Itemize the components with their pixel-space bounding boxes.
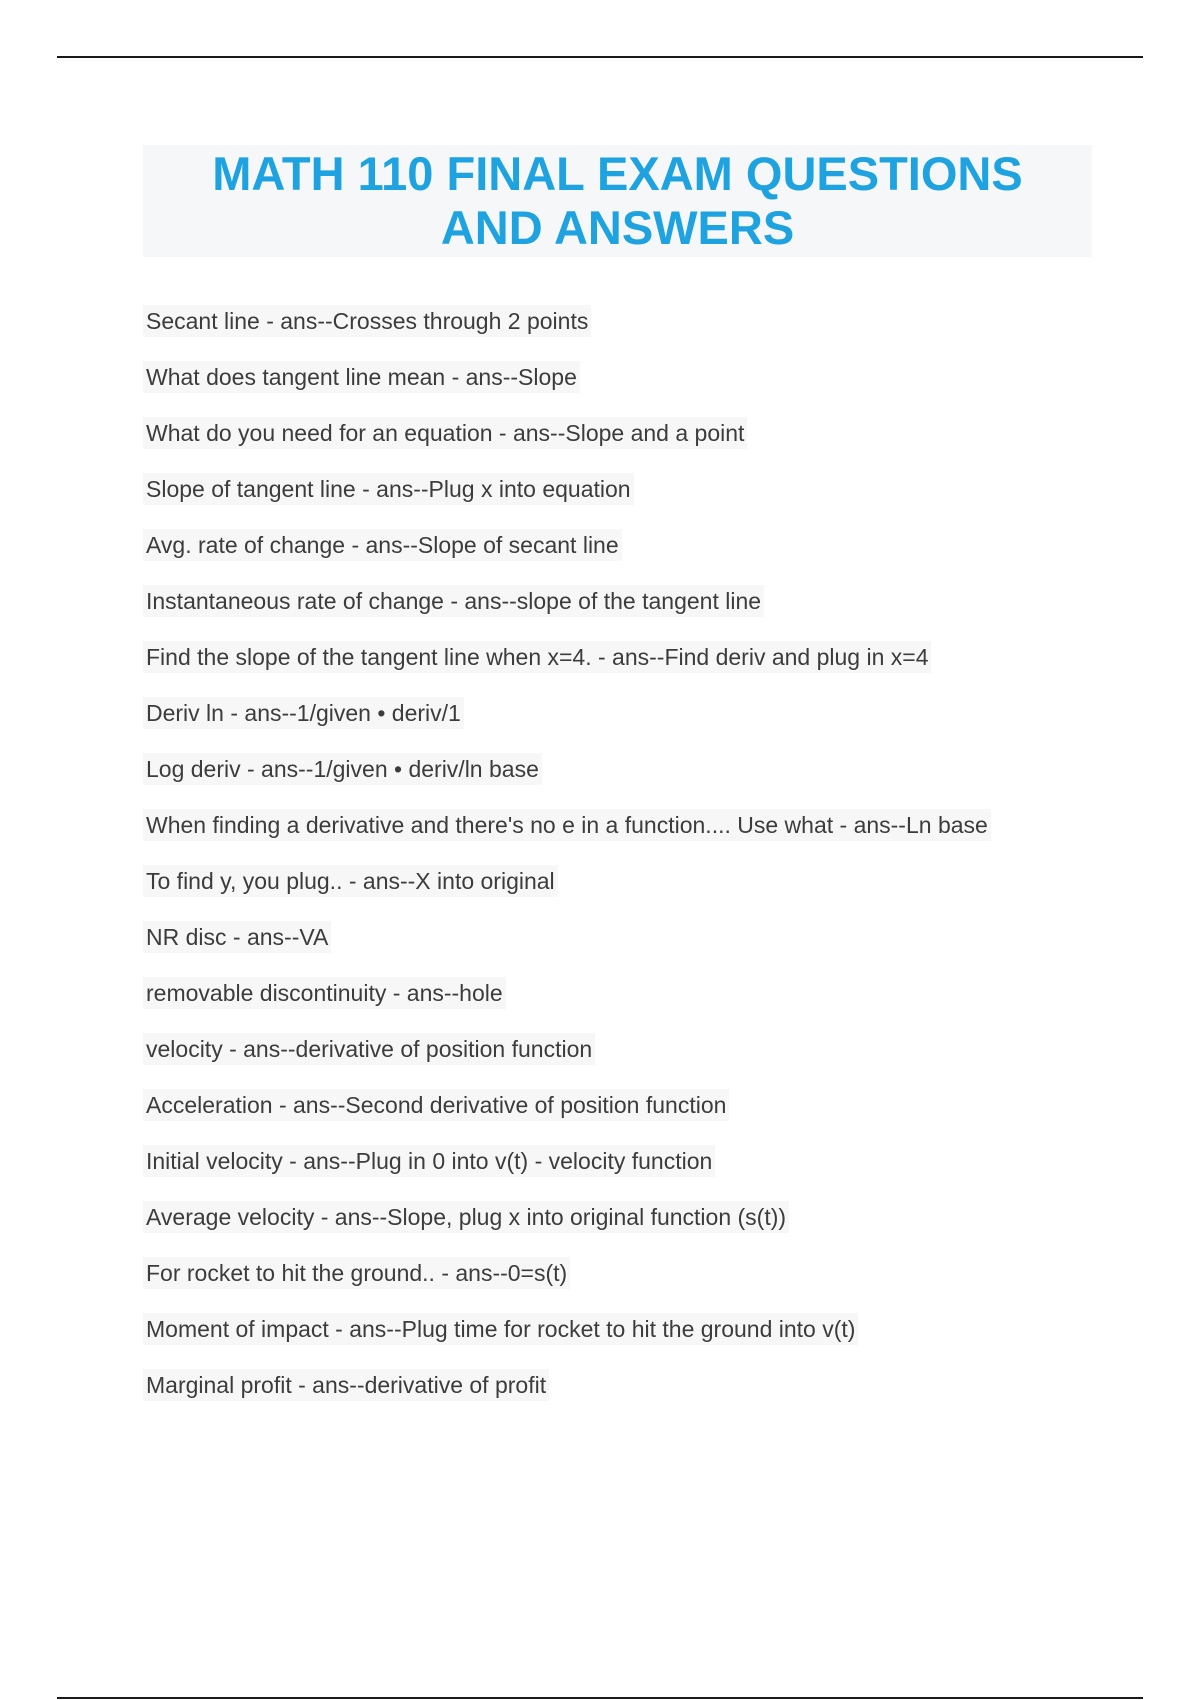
top-rule (57, 56, 1143, 58)
qa-item (143, 473, 1143, 529)
qa-item (143, 921, 1143, 977)
title-banner (143, 145, 1092, 257)
qa-text: To find y, you plug.. - ans--X into original (143, 865, 558, 897)
qa-text: Initial velocity - ans--Plug in 0 into v(t) - velocity function (143, 1145, 715, 1177)
qa-text: velocity - ans--derivative of position function (143, 1033, 595, 1065)
bottom-rule (57, 1697, 1143, 1699)
qa-item (143, 1145, 1143, 1201)
qa-text: removable discontinuity - ans--hole (143, 977, 506, 1009)
qa-text: Acceleration - ans--Second derivative of position function (143, 1089, 729, 1121)
qa-item (143, 1369, 1143, 1425)
qa-item (143, 977, 1143, 1033)
qa-text: Secant line - ans--Crosses through 2 points (143, 305, 591, 337)
qa-item (143, 417, 1143, 473)
qa-item (143, 529, 1143, 585)
qa-text: Deriv ln - ans--1/given • deriv/1 (143, 697, 464, 729)
qa-item (143, 641, 1143, 697)
qa-item (143, 753, 1143, 809)
qa-item (143, 361, 1143, 417)
qa-item (143, 697, 1143, 753)
qa-text: Avg. rate of change - ans--Slope of secant line (143, 529, 622, 561)
qa-list (143, 305, 1143, 1425)
qa-text: Moment of impact - ans--Plug time for rocket to hit the ground into v(t) (143, 1313, 858, 1345)
qa-item (143, 1201, 1143, 1257)
qa-text: Marginal profit - ans--derivative of profit (143, 1369, 549, 1401)
qa-item (143, 1257, 1143, 1313)
qa-item (143, 809, 1143, 865)
qa-item (143, 305, 1143, 361)
qa-text: For rocket to hit the ground.. - ans--0=s(t) (143, 1257, 570, 1289)
qa-item (143, 1313, 1143, 1369)
qa-text: Find the slope of the tangent line when x=4. - ans--Find deriv and plug in x=4 (143, 641, 931, 673)
qa-item (143, 585, 1143, 641)
document-title-line-1: MATH 110 FINAL EXAM QUESTIONS (212, 147, 1023, 200)
qa-text: When finding a derivative and there's no e in a function.... Use what - ans--Ln base (143, 809, 991, 841)
qa-item (143, 1033, 1143, 1089)
qa-text: Instantaneous rate of change - ans--slope of the tangent line (143, 585, 764, 617)
document-title-line-2: AND ANSWERS (440, 201, 795, 254)
qa-text: Slope of tangent line - ans--Plug x into equation (143, 473, 634, 505)
qa-item (143, 865, 1143, 921)
qa-item (143, 1089, 1143, 1145)
qa-text: Average velocity - ans--Slope, plug x into original function (s(t)) (143, 1201, 789, 1233)
qa-text: NR disc - ans--VA (143, 921, 331, 953)
qa-text: What does tangent line mean - ans--Slope (143, 361, 580, 393)
qa-text: Log deriv - ans--1/given • deriv/ln base (143, 753, 542, 785)
qa-text: What do you need for an equation - ans--Slope and a point (143, 417, 747, 449)
